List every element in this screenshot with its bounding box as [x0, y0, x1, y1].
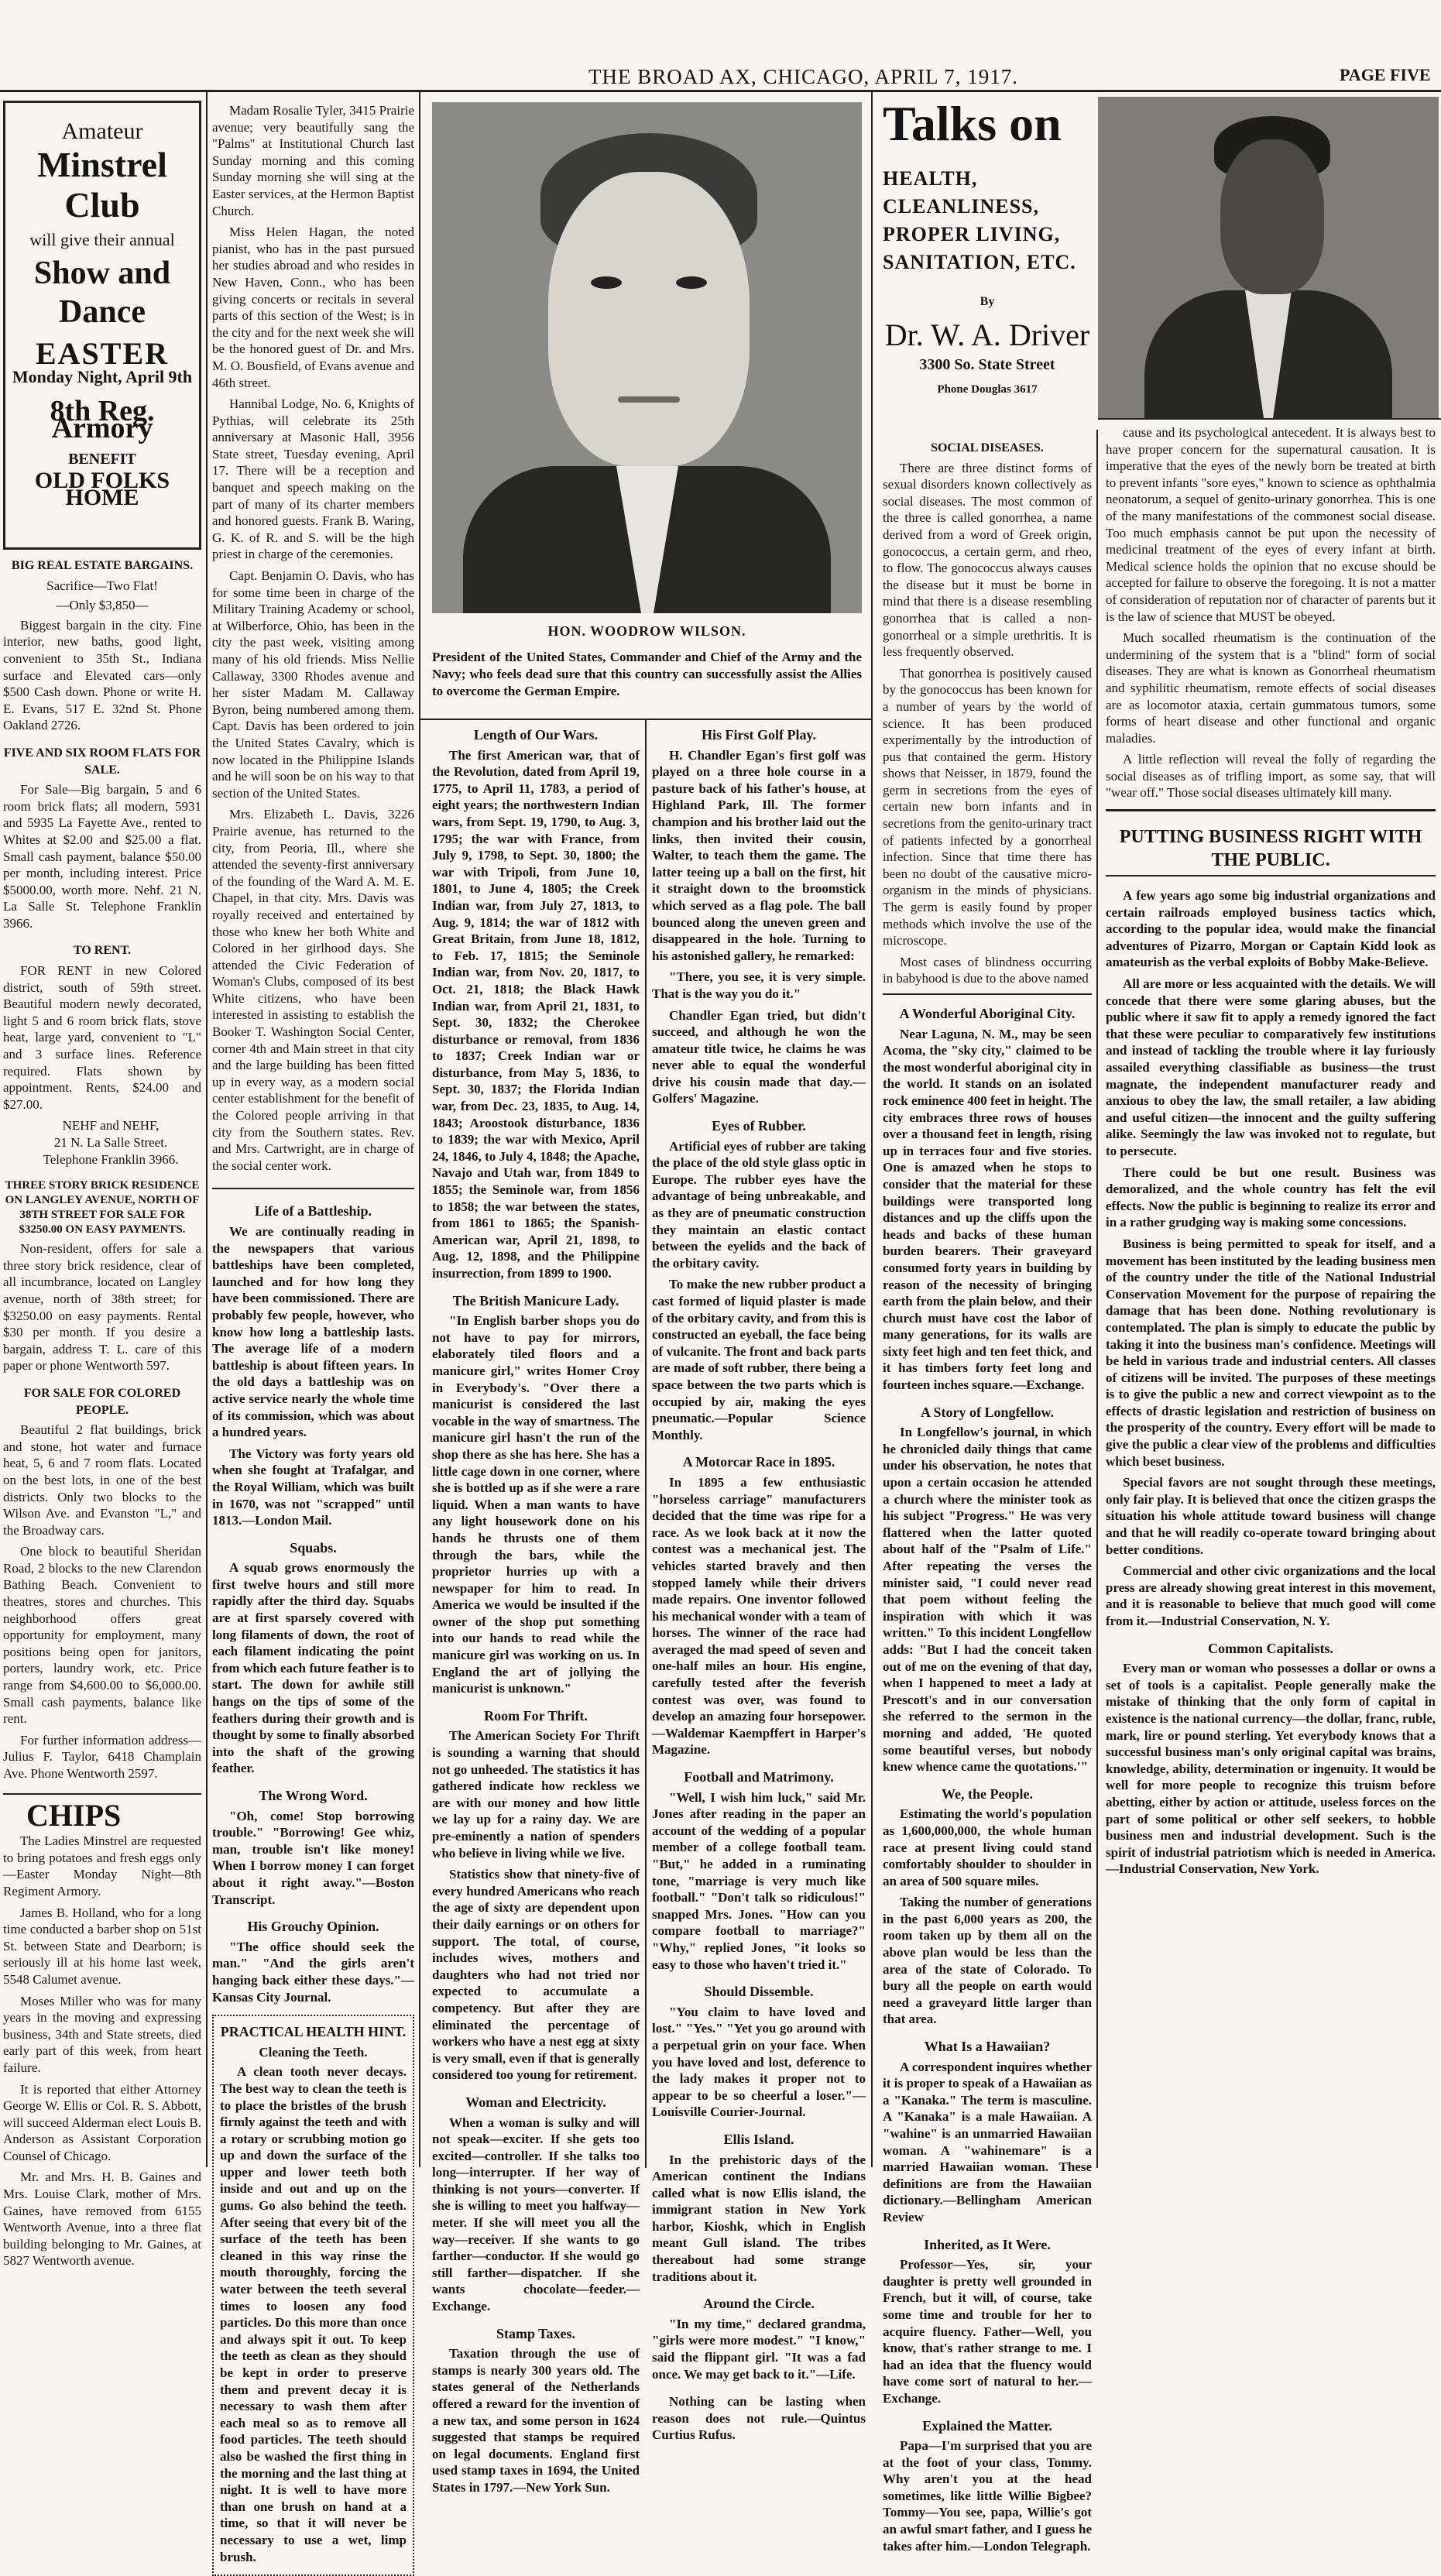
article-text: We are continually reading in the newspapers that various battleships have been completed, launched and for how long they have been commissioned. There are probably few people, however, who know how long a battleship lasts. The average life of a modern battleship is about fifteen years. In the old days a battleship was on active service nearly the whole time of its commission, which was about a hundred years.: [212, 1224, 414, 1440]
article-text: A clean tooth never decays. The best way to clean the teeth is to place the bristles of the brush firmly against the teeth and with a rotary or scrubbing motion go up and down the surface of the upper and lower teeth both inside and out and up on the gums. Go also behind the teeth. After seeing that every bit of the surface of the teeth has been cleaned in this way rinse the mouth thoroughly, forcing the water between the teeth several times to loosen any food particles. Do this more than once and always spit it out. To keep the teeth as clean as they should be kept in order to preserve them and prevent decay it is necessary to wash them after each meal so as to remove all food particles. The teeth should also be washed the first thing in the morning and the last thing at night. It is well to have more than one brush on hand at a time, so that it will never be necessary to use a wet, limp brush.: [220, 2064, 407, 2564]
article-text: "Oh, come! Stop borrowing trouble." "Borrowing! Gee whiz, man, trouble isn't like money! When I borrow money I can forget about it right away."—Boston Transcript.: [212, 1808, 414, 1907]
article-heading: Eyes of Rubber.: [712, 1118, 806, 1134]
article-text: Professor—Yes, sir, your daughter is pretty well grounded in French, but it will, of course, take some time and trouble for her to acquire fluency. Father—Well, you know, that's rather strange to me. I had an idea that the fluency would have come sort of natural to her.—Exchange.: [883, 2257, 1092, 2406]
chips-title: CHIPS: [26, 1797, 122, 1833]
column-6: [1106, 424, 1436, 2163]
article-text: A few years ago some big industrial organizations and certain railroads employed business tactics which, according to the popular idea, would make the financial adventures of Pizarro, Morgan or Captain Kidd look as amateurish as the verbal exploits of Bobby Make-Believe.: [1106, 888, 1436, 970]
article-heading: SOCIAL DISEASES.: [931, 441, 1044, 454]
article-heading: Around the Circle.: [703, 2296, 815, 2312]
column-rule: [871, 92, 873, 2167]
driver-phone: Phone Douglas 3617: [937, 383, 1038, 396]
article-text: Taxation through the use of stamps is nearly 300 years old. The states general of the Netherlands offered a reward for the invention of a new tax, and some person in 1624 suggested that stamps be required on legal documents. England first used stamp taxes in 1694, the United States in 1797.—New York Sun.: [432, 2346, 640, 2495]
ad-line: OLD FOLKS HOME: [34, 468, 170, 510]
column-2: [212, 102, 414, 2564]
ad-headline: Minstrel Club: [37, 144, 167, 225]
article-text: Papa—I'm surprised that you are at the foot of your class, Tommy. Why aren't you at the head sometimes, like little Willie Bigbee? Tommy—You see, papa, Willie's got an awful smart father, and I guess he takes after him.—London Telegraph.: [883, 2438, 1092, 2554]
photo-eye: [591, 276, 622, 289]
driver-topic: HEALTH,: [883, 167, 978, 190]
health-hint-box: [212, 2015, 414, 2576]
article-text: A correspondent inquires whether it is proper to speak of a Hawaiian as a "Kanaka." The term is masculine. A "Kanaka" is a male Hawaiian. A "wahine" is an unmarried Hawaiian woman. A "wahinemare" is a married Hawaiian woman. These definitions are from the Hawaiian dictionary.—Bellingham American Review: [883, 2059, 1092, 2224]
photo-mouth: [618, 396, 680, 403]
article-text: When a woman is sulky and will not speak—exciter. If she gets too excited—controller. If she talks too long—interrupter. If her way of thinking is not yours—converter. If she is willing to meet you halfway—meter. If she will meet you all the way—receiver. If she wants to go farther—conductor. If she would go still farther—dispatcher. If she wants chocolate—feeder.—Exchange.: [432, 2115, 640, 2314]
header-rule: [0, 90, 1441, 92]
column-rule: [419, 92, 420, 2167]
column-rule: [206, 92, 208, 2167]
society-item: Capt. Benjamin O. Davis, who has for some time been in charge of the Military Training Academy or school, at Wilberforce, Ohio, has been in the city the past week, visiting among many of his old friends. Miss Nellie Callaway, 3300 Rhodes avenue and her sister Madam M. Callaway Byron, being numbered among them. Capt. Davis has been ordered to join the United States Cavalry, which is now located in the Philippine Islands and he will soon be on his way to that section of the United States.: [212, 568, 414, 801]
wilson-caption-block: [432, 623, 862, 716]
business-headline: PUTTING BUSINESS RIGHT WITH THE PUBLIC.: [1106, 822, 1436, 876]
chips-item: Moses Miller who was for many years in the moving and expressing business, 34th and State streets, died early part of this week, from heart failure.: [3, 1993, 201, 2075]
article-heading: The British Manicure Lady.: [452, 1292, 619, 1309]
article-text: Near Laguna, N. M., may be seen Acoma, the "sky city," claimed to be the most wonderful aboriginal city in the world. It stands on an isolated rock eminence 400 feet in height. The city embraces three rows of houses over a thousand feet in length, rising up in terraces four and five stories. One is amazed when he stops to consider that the material for these buildings were transported long distances and up the cliffs upon the heads and backs of these human burden bearers. Their graveyard consumed forty years in building by reason of the necessity of bringing earth from the plain below, and their church must have cost the labor of many generations, for its walls are sixty feet high and ten feet thick, and it has timbers forty feet long and fourteen inches square.—Exchange.: [883, 1026, 1092, 1393]
photo-face: [548, 172, 750, 466]
column-rule: [645, 720, 647, 2168]
page-number: PAGE FIVE: [1340, 65, 1431, 84]
classified-text: Biggest bargain in the city. Fine interior, new baths, good light, convenient to 35th St., Indiana surface and Elevated cars—only $500 Cash down. Phone or write H. E. Evans, 517 E. 32nd St. Phone Oakland 2726.: [3, 617, 201, 733]
article-text: There are three distinct forms of sexual disorders known collectively as social diseases. The most common of the three is called gonorrhea, a name derived from a word of Greek origin, gonococcus, a certain germ, and rheo, to flow. The gonococcus always causes the disease but it must be borne in mind that there is a disease resembling gonorrhea that is called a non-gonorrheal or a simple urethritis. It is less frequently observed.: [883, 460, 1092, 660]
article-text: "The office should seek the man." "And the girls aren't hanging back either these days."—Kansas City Journal.: [212, 1939, 414, 2005]
minstrel-club-ad: [3, 101, 201, 550]
section-rule: [1098, 418, 1441, 420]
section-rule: [420, 719, 871, 720]
society-item: Hannibal Lodge, No. 6, Knights of Pythias, will celebrate its 25th anniversary at Masonic Hall, 3956 State street, Tuesday evening, April 17. There will be a reception and banquet and speech making on the part of many of its charter members and honored guests. Frank B. Waring, G. K. of R. and S. will be the high priest in charge of the ceremonies.: [212, 396, 414, 562]
article-heading: His Grouchy Opinion.: [247, 1919, 379, 1935]
article-text: cause and its psychological antecedent. It is always best to have proper concern for the supernatural causation. It is imperative that the eyes of the newly born be treated at birth to prevent infants "sore eyes," known to science as ophthalmia neonatorum, a sequel of genito-urinary gonorrhea. This is one of the many manifestations of the commonest social disease. Too much emphasis cannot be put upon the necessity of medicinal treatment of the eyes of every infant at birth. Medical science holds the opinion that no excuse should be accepted for failure to observe the foregoing. It is not a matter of consideration of reputation nor of character of parents but it is the law of science that MUST be obeyed.: [1106, 425, 1436, 624]
article-text: That gonorrhea is positively caused by the gonococcus has been known for a number of years by the world of science. It has been produced experimentally by the introduction of pus that contained the germ. History shows that Neisser, in 1879, found the germ in secretions from the eyes of certain new born infants and in secretions from the genito-urinary tract of patients infected by a gonorrheal infection. Since that time there has been no doubt of the causative micro-organism in the minds of physicians. The germ is easily found by proper methods which involve the use of the microscope.: [883, 665, 1092, 948]
article-text: The first American war, that of the Revolution, dated from April 19, 1775, to April 11, 1783, a period of eight years; the northwestern Indian wars, from Sept. 19, 1790, to Aug. 3, 1795; the war with France, from July 9, 1798, to Sept. 30, 1800; the war with Tripoli, from June 10, 1801, to June 4, 1805; the Creek Indian war, from July 27, 1813, to Aug. 9, 1814; the war of 1812 with Great Britain, from June 18, 1812, to Feb. 17, 1815; the Seminole Indian war, from Nov. 20, 1817, to Oct. 21, 1818; the Black Hawk Indian war, from April 21, 1831, to Sept. 30, 1832; the Cherokee disturbance or removal, from 1836 to 1837; Creek Indian war or disturbance, from May 5, 1836, to Sept. 30, 1837; the Florida Indian war, from Dec. 23, 1835, to Aug. 14, 1843; Aroostook disturbance, 1836 to 1839; the war with Mexico, April 24, 1846, to July 4, 1848; the Apache, Navajo and Utah war, from 1849 to 1855; the Seminole war, from 1856 to 1858; the war between the states, from 1861 to 1865; the Spanish-American war, April 21, 1898, to Aug. 12, 1898, and the Philippine insurrection, from 1899 to 1900.: [432, 747, 640, 1281]
classified-signoff: Telephone Franklin 3966.: [43, 1151, 179, 1167]
article-heading: Squabs.: [290, 1539, 337, 1556]
section-rule: [1106, 809, 1436, 811]
article-text: "In my time," declared grandma, "girls were more modest." "I know," said the flippant girl. "It was a fad once. We may get back to it."—Life.: [652, 2316, 866, 2382]
ad-headline: Show and Dance: [33, 256, 171, 331]
ad-headline: EASTER: [35, 336, 170, 372]
article-text: Business is being permitted to speak for itself, and a movement has been instituted by the leading business men of the country under the title of the National Industrial Conservation Movement for the purpose of repairing the damage that has been done. Nothing revolutionary is contemplated. The plan is simply to educate the public by taking it into the business man's confidence. Meetings will be held in various trade and industrial centers. All classes of citizens will be invited. The purposes of these meetings is to give the public a new and correct viewpoint as to the effects of drastic legislation and restriction of business on the prosperity of the country. Every effort will be made to give the public a clear view of the problems and difficulties which beset business.: [1106, 1236, 1436, 1469]
article-heading: A Story of Longfellow.: [920, 1404, 1054, 1420]
article-text: Every man or woman who possesses a dollar or owns a set of tools is a capitalist. People generally make the mistake of thinking that the only form of capital in existence is the national currency—the dollar, franc, ruble, mark, lire or pound sterling. Yet everybody knows that a successful business man's only original capital was brains, knowledge, ability, determination or ingenuity. It would be well for more people to recognize this truism before abetting, either by action or attitude, useless forces on the part of some political or other self seekers, to hobble business men and industrial development. Such is the spirit of industrial patriotism which is needed in America.—Industrial Conservation, New York.: [1106, 1661, 1436, 1877]
ad-line: will give their annual: [29, 229, 175, 249]
subheading: Sacrifice—Two Flat!: [46, 578, 158, 593]
ad-date: Monday Night, April 9th: [12, 366, 193, 386]
article-text: Artificial eyes of rubber are taking the place of the old style glass optic in Europe. The rubber eyes have the advantage of being unbreakable, and as they are of pneumatic construction they maintain an elastic contact between the eyelids and the back of the orbitary cavity.: [652, 1138, 866, 1271]
section-heading: TO RENT.: [73, 944, 132, 958]
article-heading: Common Capitalists.: [1207, 1640, 1333, 1656]
classified-text: Beautiful 2 flat buildings, brick and stone, hot water and furnace heat, 5, 6 and 7 room flats. Located on the best lots, in one of the best districts. Only two blocks to the Wilson Ave. and Evanston "L," and the Broadway cars.: [3, 1422, 201, 1538]
column-4: [652, 724, 866, 2443]
society-item: Madam Rosalie Tyler, 3415 Prairie avenue; very beautifully sang the "Palms" at Institutional Church last Sunday morning and this coming Sunday morning she will sing at the Easter services, at the Hermon Baptist Church.: [212, 103, 414, 218]
photo-face: [1220, 139, 1324, 294]
article-text: H. Chandler Egan's first golf was played on a three hole course in a pasture back of his father's house, at Highland Park, Ill. The former champion and his brother laid out the links, then invited their cousin, Walter, to teach them the game. The latter teeing up a ball on the first, hit it straight down to the broomstick which served as a flag pole. The ball bounced along the uneven green and disappeared in the hole. Turning to his astonished gallery, he remarked:: [652, 747, 866, 963]
section-heading: BIG REAL ESTATE BARGAINS.: [11, 559, 194, 572]
article-heading: Stamp Taxes.: [496, 2325, 576, 2341]
article-heading: His First Golf Play.: [702, 727, 816, 743]
society-item: Miss Helen Hagan, the noted pianist, who has in the past pursued her studies abroad and who resides in New Haven, Conn., who has been giving concerts or recitals in several parts of this section of the West; is in the city and for the next week she will be the honored guest of Dr. and Mrs. M. O. Bousfield, of Evans avenue and 46th street.: [212, 225, 414, 390]
article-text: "There, you see, it is very simple. That is the way you do it.": [652, 969, 866, 1001]
photo-eye: [676, 276, 707, 289]
short-items: [212, 1188, 414, 2005]
article-text: A squab grows enormously the first twelve hours and still more rapidly after the third day. Squabs are at first sparsely covered with long filaments of down, the root of each filament indicating the point from which each future feather is to start. The down for awhile still hangs on the tips of some of the feathers during their growth and is thought by some to finally absorbed into the shaft of the growing feather.: [212, 1560, 414, 1776]
classified-text: Non-resident, offers for sale a three story brick residence, clear of all incumbrance, located on Langley avenue, north of 38th street; for $3250.00 on easy payments. Rental $30 per month. If you desire a bargain, address T. L. care of this paper or phone Wentworth 597.: [3, 1241, 201, 1374]
chips-item: The Ladies Minstrel are requested to bring potatoes and fresh eggs only—Easter Monday Night—8th Regiment Armory.: [3, 1833, 201, 1899]
section-rule: [883, 993, 1092, 995]
section-heading: THREE STORY BRICK RESIDENCE ON LANGLEY AVENUE, NORTH OF 38TH STREET FOR SALE FOR $3250.00 ON EASY PAYMENTS.: [5, 1179, 200, 1237]
article-text: In 1895 a few enthusiastic "horseless carriage" manufacturers decided that the time was ripe for a race. As we look back at it now the contest was a mechanical jest. The vehicles started bravely and then stopped lamely while their drivers made repairs. One inventor followed his mechanical wonder with a team of horses. The winner of the race had averaged the mad speed of seven and one-half miles an hour. His engine, carefully tested after the feverish contest was over, was found to develop an amazing four horsepower.—Waldemar Kaempffert in Harper's Magazine.: [652, 1474, 866, 1758]
classified-text: For Sale—Big bargain, 5 and 6 room brick flats; all modern, 5931 and 5935 La Fayette Ave., rented to Whites at $2.00 and $25.00 a flat. Small cash payment, balance $50.00 per month, including interest. Price $5000.00, worth more. Nehf. 21 N. La Salle St. Telephone Franklin 3966.: [3, 782, 201, 931]
article-text: Most cases of blindness occurring in babyhood is due to the above named: [883, 954, 1092, 986]
article-heading: Football and Matrimony.: [684, 1769, 834, 1785]
ad-line: Amateur: [61, 118, 143, 144]
article-heading: The Wrong Word.: [259, 1788, 368, 1803]
article-text: There could be but one result. Business was demoralized, and the whole country has felt the evil effects. Now the public is beginning to realize its error and in a rather grudging way is making some concessions.: [1106, 1165, 1436, 1230]
classified-text: FOR RENT in new Colored district, south of 59th street. Beautiful modern newly decorated, light 5 and 6 room brick flats, stove heat, large yard, convenient to "L" and 3 surface lines. Reference required. Flats shown by appointment. Rents, $24.00 and $27.00.: [3, 963, 201, 1112]
classified-signoff: NEHF and NEHF,: [62, 1118, 160, 1134]
photo-subcaption: President of the United States, Commander and Chief of the Army and the Navy; who feels dead sure that this country can successfully assist the Allies to overcome the German Empire.: [432, 650, 862, 698]
section-heading: FIVE AND SIX ROOM FLATS FOR SALE.: [3, 746, 201, 777]
driver-ad-heading: [883, 97, 1092, 437]
section-heading: FOR SALE FOR COLORED PEOPLE.: [23, 1386, 181, 1417]
article-text: Chandler Egan tried, but didn't succeed, and although he won the amateur title twice, he claims he was never able to equal the wonderful drive his cousin made that day.—Golfers' Magazine.: [652, 1007, 866, 1106]
article-text: A little reflection will reveal the folly of regarding the social diseases as of trifling import, as some say, that will "wear off." Those social diseases ultimately kill many.: [1106, 752, 1436, 801]
article-heading: Explained the Matter.: [922, 2417, 1052, 2434]
society-item: Mrs. Elizabeth L. Davis, 3226 Prairie avenue, has returned to the city, from Peoria, Ill., where she attended the seventy-first anniversary of the founding of the Ward A. M. E. Chapel, in that city. Mrs. Davis was royally received and entertained by those who knew her both White and Colored in her girlhood days. She attended the Civic Federation of Woman's Clubs, composed of its best White citizens, who have been interested in assisting to establish the Booker T. Washington Social Center, corner 4th and Main street in that city and the large building has been fitted up in every way, as a modern social center establishment for the benefit of the Colored people arriving in that city from the Southern states. Rev. and Mrs. Cartwright, are in charge of the social center work.: [212, 807, 414, 1173]
article-text: "You claim to have loved and lost." "Yes." "Yet you go around with a perpetual grin on your face. When you have loved and lost, deference to the lady makes it proper not to appear to be so cheerful a loser."—Louisville Courier-Journal.: [652, 2004, 866, 2120]
masthead: THE BROAD AX, CHICAGO, APRIL 7, 1917.: [588, 65, 1019, 88]
article-text: In the prehistoric days of the American continent the Indians called what is now Ellis island, the immigrant station in New York harbor, Kioshk, which in English meant Gull island. The tribes thereabout had some strange traditions about it.: [652, 2152, 866, 2284]
classified-signoff: 21 N. La Salle Street.: [53, 1135, 168, 1150]
article-heading: A Wonderful Aboriginal City.: [899, 1006, 1076, 1021]
article-heading: We, the People.: [942, 1785, 1033, 1802]
column-5: [883, 440, 1092, 2554]
classified-text: One block to beautiful Sheridan Road, 2 blocks to the new Clarendon Bathing Beach. Convenient to theatres, stores and churches. This neighborhood offers great opportunity for employment, many positions being open for janitors, porters, laundry work, etc. Price range from $4,600.00 to $6,000.00. Small cash payments, balance like rent.: [3, 1544, 201, 1727]
article-text: Special favors are not sought through these meetings, only fair play. It is believed that once the citizen grasps the situation his whole attitude toward business will change and that he will readily co-operate toward bringing about better conditions.: [1106, 1475, 1436, 1557]
article-text: In Longfellow's journal, in which he chronicled daily things that came under his observation, he notes that upon a certain occasion he attended a church where the minister took as his subject "Progress." He was very flattered when the latter quoted about half of the "Psalm of Life." After repeating the verses the minister said, "I could never read that poem without feeling the inspiration with which it was written." To this incident Longfellow adds: "But I had the conceit taken out of me on the evening of that day, when I happened to meet a lady at Prescott's and in our conversation she referred to the sermon in the morning and added, 'He quoted some beautiful verses, but nobody knew whence came the quotations.'": [883, 1425, 1092, 1775]
wilson-portrait: [432, 102, 862, 613]
article-heading: A Motorcar Race in 1895.: [682, 1454, 835, 1470]
article-text: Taking the number of generations in the past 6,000 years as 200, the room taken up by them all on the above plan would be less than the area of the state of Colorado. To bury all the people on earth would need a graveyard little larger than that area.: [883, 1895, 1092, 2027]
article-text: Statistics show that ninety-five of every hundred Americans who reach the age of sixty are dependent upon their daily earnings or on others for support. The total, of course, includes wives, mothers and daughters who had not tried nor expected to accumulate a competency. But after they are eliminated the percentage of workers who have a nest egg at sixty is very small, even if that is generally considered too young for retirement.: [432, 1867, 640, 2083]
article-heading: Length of Our Wars.: [473, 727, 599, 743]
chips-item: James B. Holland, who for a long time conducted a barber shop on 51st St. between State and Dearborn; is seriously ill at his home last week, 5548 Calumet avenue.: [3, 1905, 201, 1987]
article-text: All are more or less acquainted with the details. We will concede that there were some glaring abuses, but the public where it saw fit to apply a remedy ignored the fact that these were peculiar to comparatively few institutions and instead of tackling the trouble where it lay furiously assailed everything classifiable as business—the trust magnate, the independent manufacturer ready and anxious to obey the law, the small retailer, a law abiding and useful citizen—the innocent and the guilty suffering alike. Seemingly the law was invoked not to regulate, but to persecute.: [1106, 976, 1436, 1158]
chips-section: [3, 1793, 201, 2269]
driver-by: By: [980, 295, 995, 308]
article-text: Much socalled rheumatism is the continuation of the undermining of the system that is a "blind" form of social diseases. They are what is known as Gonorrheal rheumatism and syphilitic rheumatism, remote effects of social diseases are as locomotor ataxia, certain gummatous tumors, some forms of heart disease and other functional and organic maladies.: [1106, 630, 1436, 746]
driver-name: Dr. W. A. Driver: [884, 317, 1090, 352]
driver-portrait: [1098, 97, 1439, 418]
ad-line: BENEFIT: [68, 450, 136, 468]
driver-topic: CLEANLINESS,: [883, 195, 1040, 218]
photo-caption: HON. WOODROW WILSON.: [547, 623, 746, 639]
classified-text: For further information address—Julius F. Taylor, 6418 Champlain Ave. Phone Wentworth 2597.: [3, 1732, 201, 1781]
subheading: —Only $3,850—: [56, 598, 149, 613]
article-text: The American Society For Thrift is sounding a warning that should not go unheeded. The statistics it has gathered indicate how reckless we are with our money and how little we lay up for a rainy day. We are pre-eminently a nation of spenders who believe in living while we live.: [432, 1728, 640, 1861]
article-heading: Ellis Island.: [723, 2131, 794, 2147]
article-text: To make the new rubber product a cast formed of liquid plaster is made of the orbitary cavity, and from this is constructed an eyeball, the face being of vulcanite. The front and back parts are made of soft rubber, there being a space between the two parts which is occupied by air, making the eyes pneumatic.—Popular Science Monthly.: [652, 1277, 866, 1442]
article-text: Estimating the world's population as 1,600,000,000, the whole human race at present living could stand comfortably shoulder to shoulder in an area of 500 square miles.: [883, 1806, 1092, 1888]
article-text: "In English barber shops you do not have to pay for mirrors, elaborately tiled floors and a manicure girl," writes Homer Croy in Everybody's. "Over there a manicurist is considered the last vocable in the way of smartness. The manicure girl hasn't the run of the shop there as she has here. She has a little cage down in one corner, where she is bottled up as if she were a rare liquid. When a man wants to have any light housework done on his hands he thrusts one of them through the bars, while the proprietor hurries up with a newspaper for him to read. In America we would be insulted if the owner of the shop put something into our hands to read while the manicure girl was working on us. In England the art of jollying the manicurist is unknown.": [432, 1313, 640, 1696]
article-heading: Should Dissemble.: [704, 1984, 814, 2000]
driver-title: Talks on: [883, 96, 1062, 151]
article-text: The Victory was forty years old when she fought at Trafalgar, and the Royal William, which was built in 1670, was not "scrapped" until 1813.—London Mail.: [212, 1446, 414, 1528]
column-1: [3, 101, 201, 2269]
column-3: [432, 724, 640, 2495]
driver-address: 3300 So. State Street: [919, 356, 1055, 373]
driver-topic: PROPER LIVING,: [883, 223, 1061, 245]
article-heading: Woman and Electricity.: [465, 2094, 606, 2110]
article-text: Nothing can be lasting when reason does not rule.—Quintus Curtius Rufus.: [652, 2394, 866, 2443]
chips-item: It is reported that either Attorney George W. Ellis or Col. R. S. Abbott, will succeed Alderman elect Louis B. Anderson as Assistant Corporation Counsel of Chicago.: [3, 2081, 201, 2163]
article-heading: Room For Thrift.: [484, 1707, 588, 1724]
article-heading: What Is a Hawaiian?: [924, 2039, 1051, 2055]
column-rule: [1096, 430, 1098, 2168]
ad-venue: 8th Reg. Armory: [50, 395, 155, 444]
driver-topic: SANITATION, ETC.: [883, 251, 1076, 273]
article-heading: Life of a Battleship.: [255, 1203, 372, 1219]
chips-item: Mr. and Mrs. H. B. Gaines and Mrs. Louise Clark, mother of Mrs. Gaines, have removed from 6155 Wentworth Avenue, into a three flat building belonging to Mr. Gaines, at 5827 Wentworth avenue.: [3, 2170, 201, 2269]
article-text: Commercial and other civic organizations and the local press are already showing great interest in this movement, and it is reasonable to believe that much good will come from it.—Industrial Conservation, N. Y.: [1106, 1563, 1436, 1628]
subheading: Cleaning the Teeth.: [259, 2044, 368, 2060]
article-text: "Well, I wish him luck," said Mr. Jones after reading in the paper an account of the wedding of a popular member of a college football team. "But," he added in a ruminating tone, "marriage is very much like football." "Don't talk so ridiculous!" snapped Mrs. Jones. "How can you compare football to marriage?" "Why," replied Jones, "it looks so easy to those who haven't tried it.": [652, 1789, 866, 1972]
article-heading: Inherited, as It Were.: [924, 2236, 1051, 2252]
page-header: [0, 0, 1441, 90]
article-heading: PRACTICAL HEALTH HINT.: [220, 2024, 407, 2040]
